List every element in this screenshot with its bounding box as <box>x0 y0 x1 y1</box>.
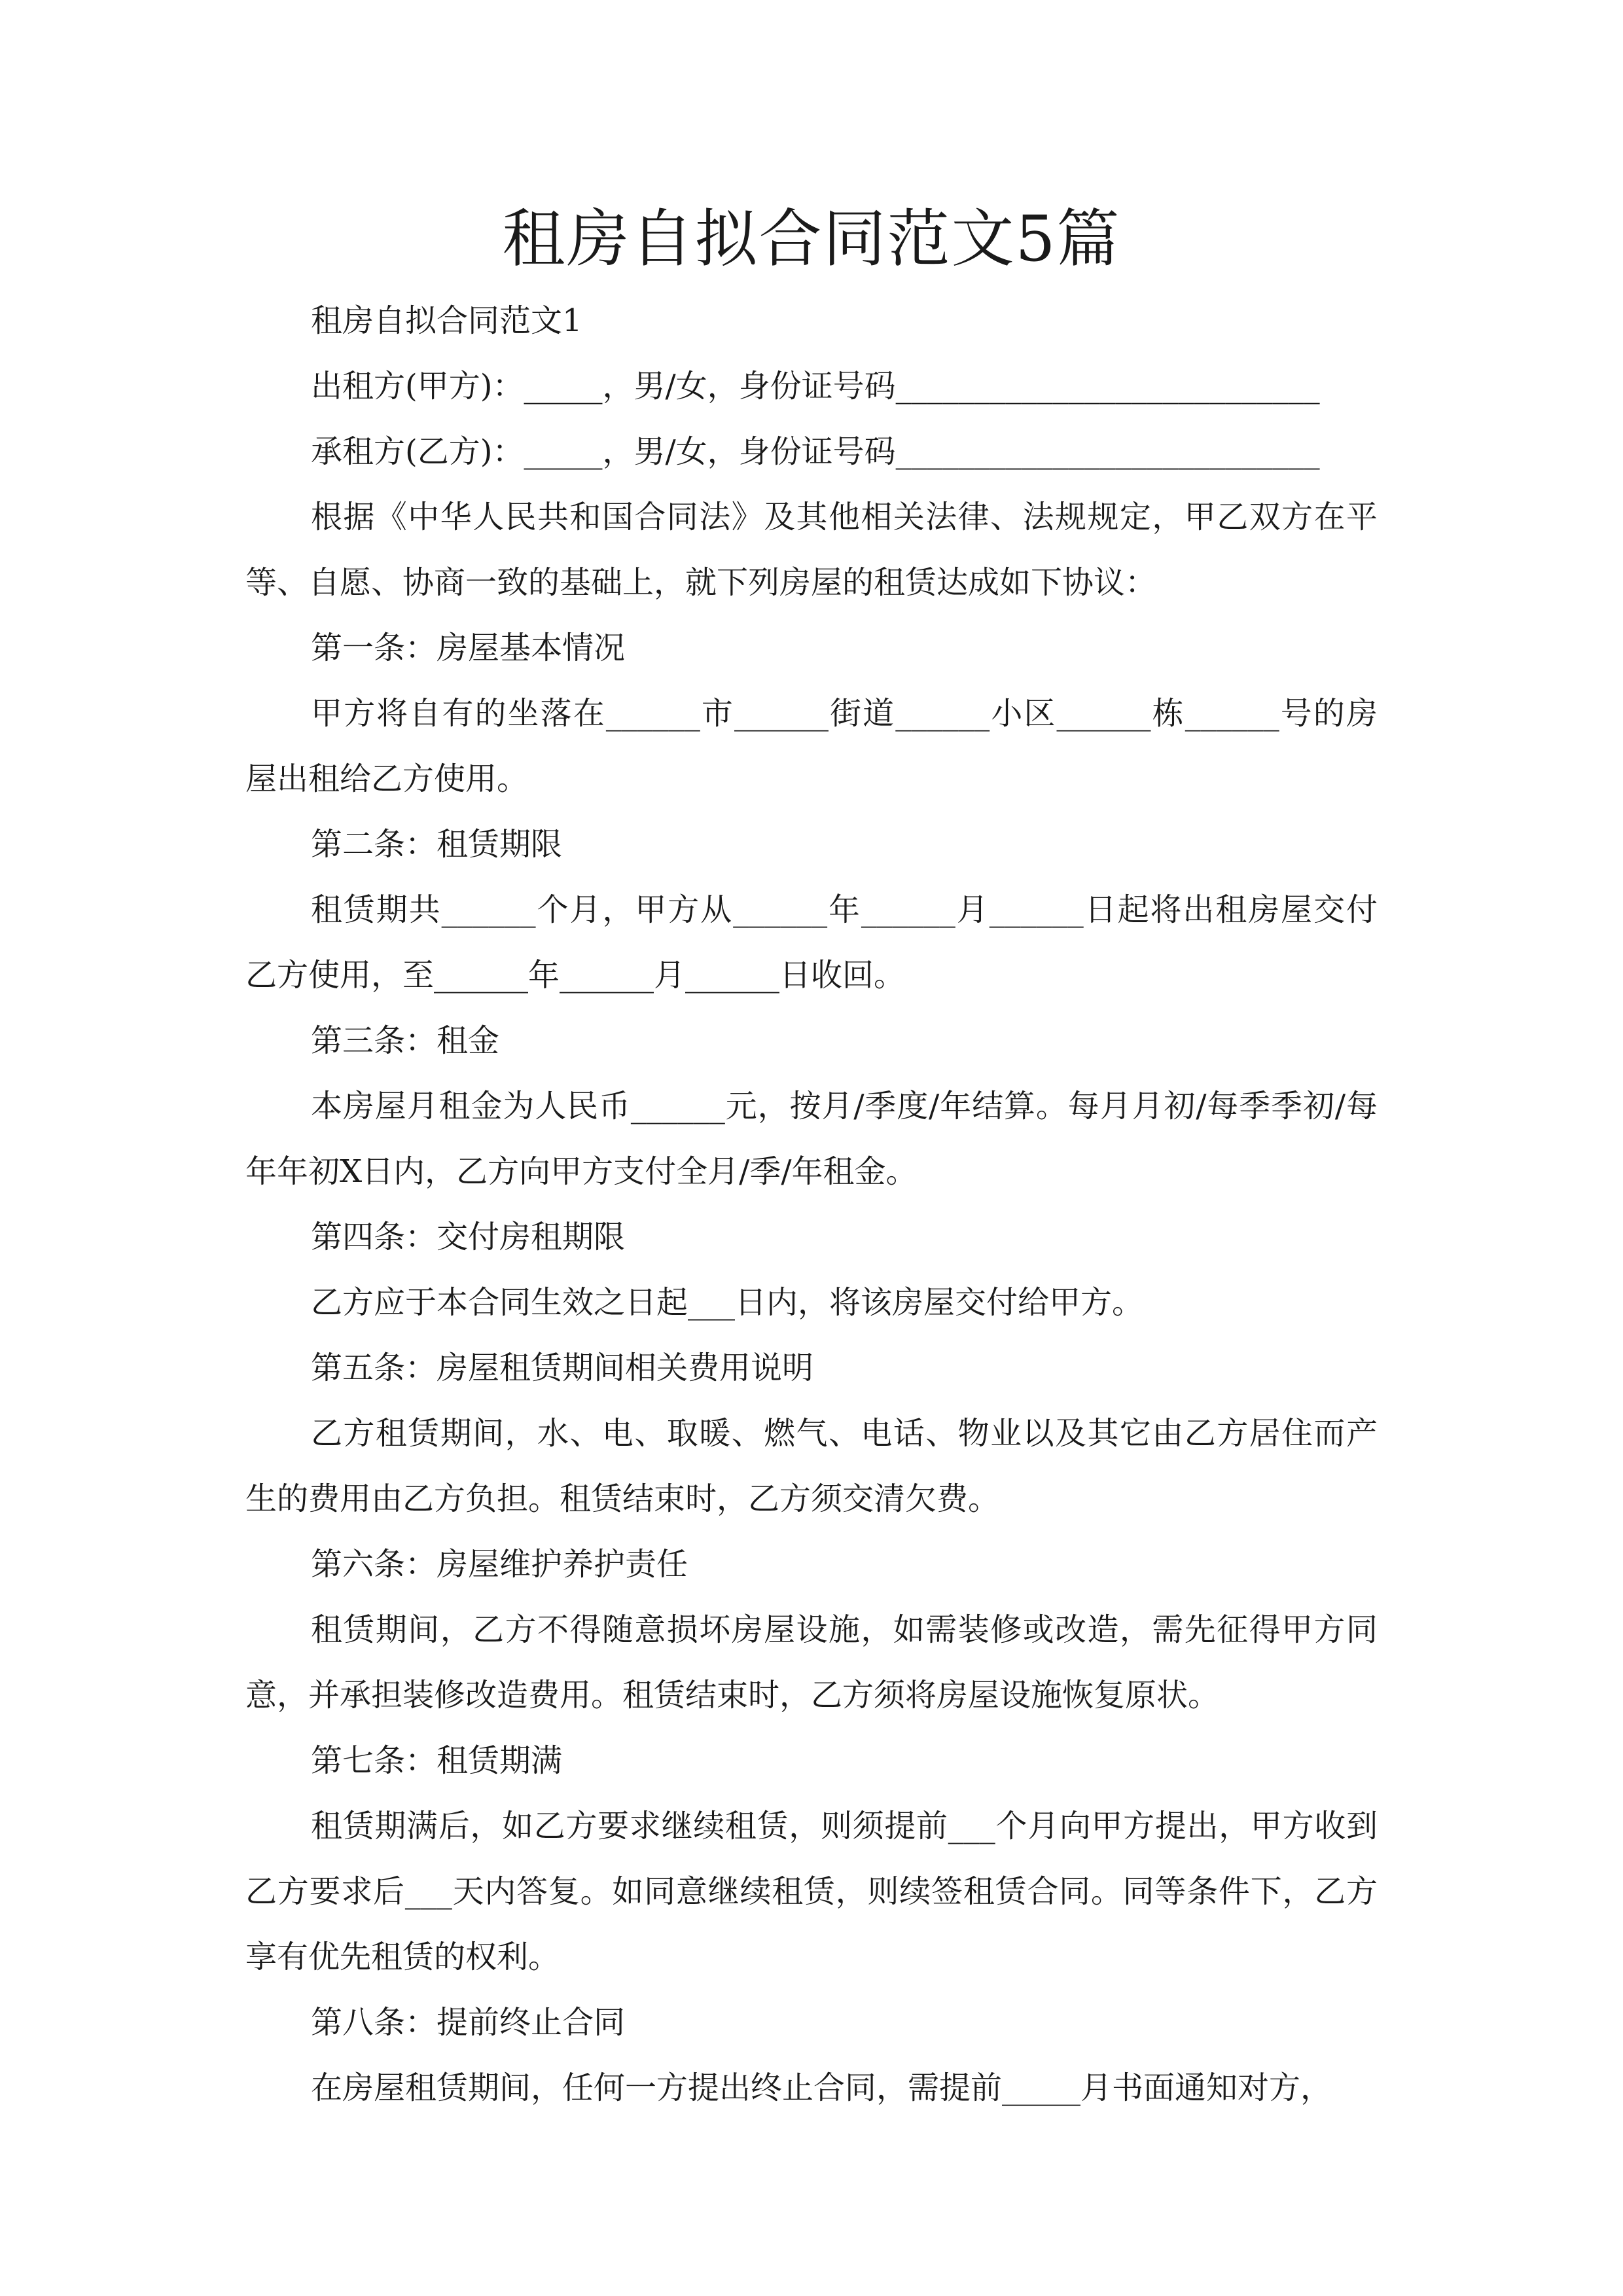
article-body-4: 乙方应于本合同生效之日起___日内，将该房屋交付给甲方。 <box>311 1284 1144 1321</box>
article-body-3: 本房屋月租金为人民币______元，按月/季度/年结算。每月月初/每季季初/每年年初X日内，乙方向甲方支付全月/季/年租金。 <box>245 1088 1378 1190</box>
article-body-1: 甲方将自有的坐落在______市______街道______小区______栋______号的房屋出租给乙方使用。 <box>245 695 1378 797</box>
article-heading-2: 第二条：租赁期限 <box>311 826 563 863</box>
article-heading-4: 第四条：交付房租期限 <box>311 1219 626 1255</box>
article-body-7: 租赁期满后，如乙方要求继续租赁，则须提前___个月向甲方提出，甲方收到乙方要求后___天内答复。如同意继续租赁，则续签租赁合同。同等条件下，乙方享有优先租赁的权利。 <box>245 1808 1378 1975</box>
article-heading-1: 第一条：房屋基本情况 <box>311 630 626 666</box>
article-body-6: 租赁期间，乙方不得随意损坏房屋设施，如需装修或改造，需先征得甲方同意，并承担装修改造费用。租赁结束时，乙方须将房屋设施恢复原状。 <box>245 1611 1378 1713</box>
article-body-2: 租赁期共______个月，甲方从______年______月______日起将出租房屋交付乙方使用，至______年______月______日收回。 <box>245 891 1378 994</box>
document-body <box>245 288 1378 2121</box>
document-title: 租房自拟合同范文5篇 <box>502 202 1121 276</box>
section-subtitle: 租房自拟合同范文1 <box>311 302 582 339</box>
article-heading-3: 第三条：租金 <box>311 1022 500 1059</box>
article-body-8: 在房屋租赁期间，任何一方提出终止合同，需提前_____月书面通知对方， <box>311 2070 1332 2106</box>
article-body-5: 乙方租赁期间，水、电、取暖、燃气、电话、物业以及其它由乙方居住而产生的费用由乙方负担。租赁结束时，乙方须交清欠费。 <box>245 1415 1378 1517</box>
article-heading-7: 第七条：租赁期满 <box>311 1742 563 1779</box>
article-heading-6: 第六条：房屋维护养护责任 <box>311 1546 688 1583</box>
intro-paragraph: 根据《中华人民共和国合同法》及其他相关法律、法规规定，甲乙双方在平等、自愿、协商一致的基础上，就下列房屋的租赁达成如下协议： <box>245 499 1378 601</box>
lessee-line: 承租方(乙方)：_____，男/女，身份证号码___________________________ <box>311 433 1320 470</box>
article-heading-5: 第五条：房屋租赁期间相关费用说明 <box>311 1350 814 1386</box>
article-heading-8: 第八条：提前终止合同 <box>311 2004 626 2041</box>
lessor-line: 出租方(甲方)：_____，男/女，身份证号码___________________________ <box>311 368 1320 404</box>
